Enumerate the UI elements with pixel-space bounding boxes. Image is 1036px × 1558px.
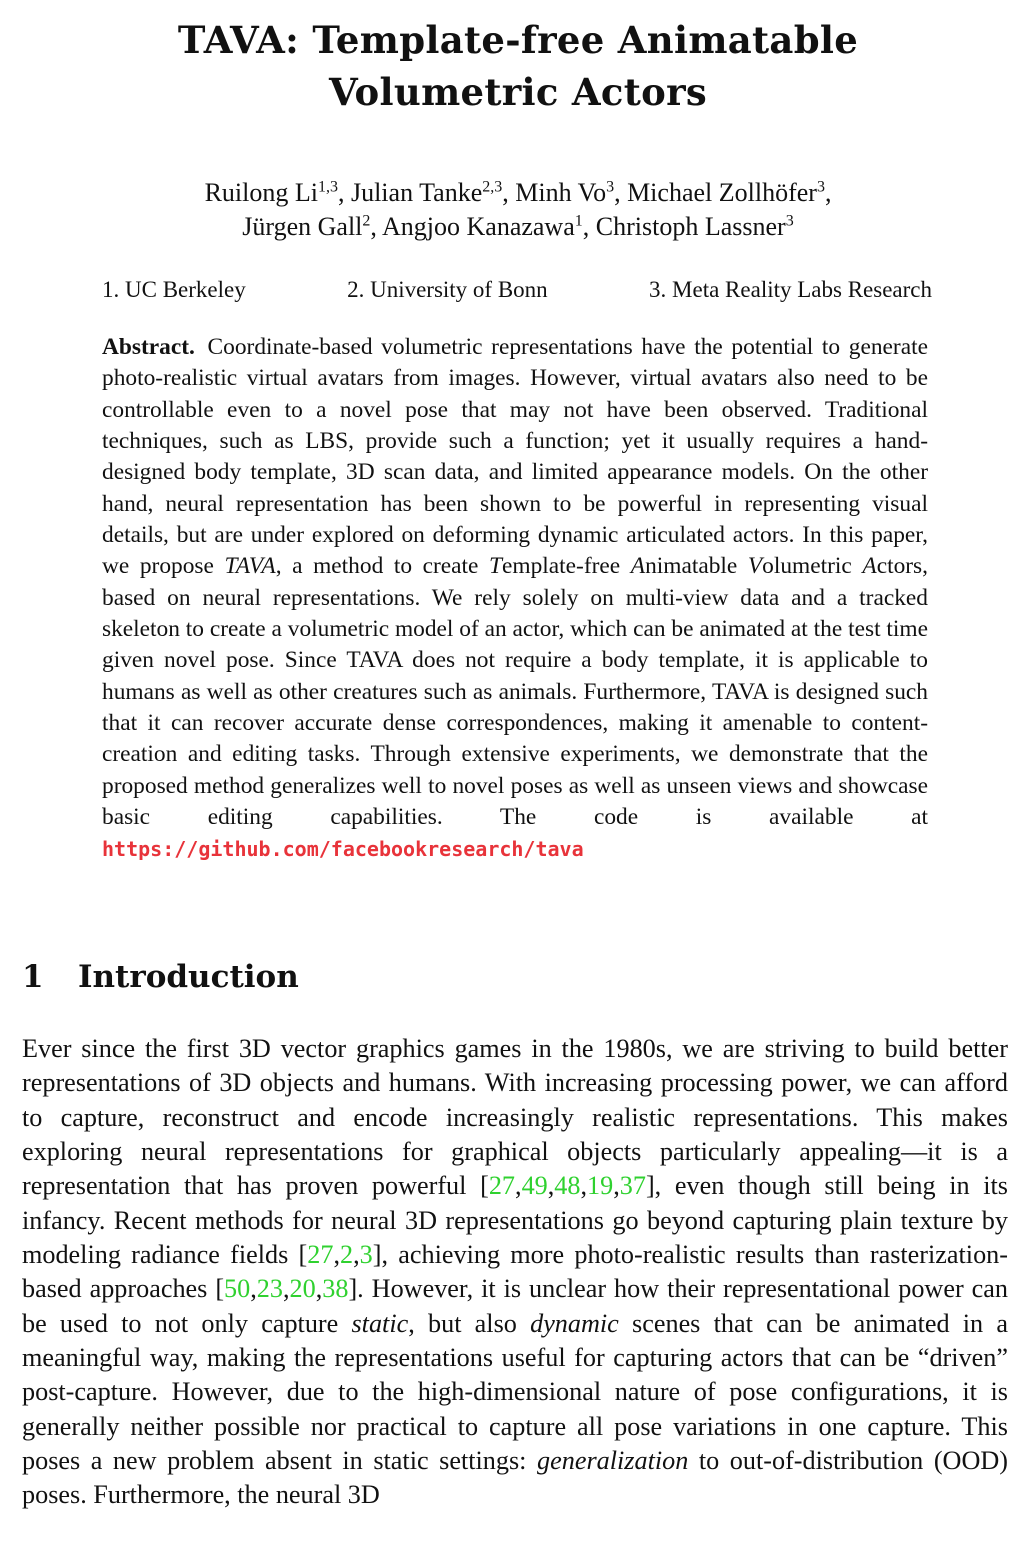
- citation-link[interactable]: 48: [554, 1171, 581, 1201]
- abstract-label: Abstract.: [102, 334, 195, 360]
- author: Michael Zollhöfer$^3$,: [627, 178, 832, 207]
- citation-link[interactable]: 50: [224, 1274, 251, 1304]
- abstract: Abstract. Coordinate-based volumetric representations have the potential to generate photo-realistic virtual avatars from images. However, virtual avatars also need to be controllable even to a novel pose that may not have been observed. Traditional techniques, such as LBS, provide such a function; yet it usually requires a hand-designed body template, 3D scan data, and limited appearance models. On the other hand, neural representation has been shown to be powerful in representing visual details, but are under explored on deforming dynamic articulated actors. In this paper, we propose TAVA, a method to create Template-free Animatable Volumetric Actors, based on neural representations. We rely solely on multi-view data and a tracked skeleton to create a volumetric model of an actor, which can be animated at the test time given novel pose. Since TAVA does not require a body template, it is applicable to humans as well as other creatures such as animals. Furthermore, TAVA is designed such that it can recover accurate dense correspondences, making it amenable to content-creation and editing tasks. Through extensive experiments, we demonstrate that the proposed method generalizes well to novel poses as well as unseen views and showcase basic editing capabilities. The code is available at https://github.com/facebookresearch/tava: [102, 334, 929, 861]
- citation-link[interactable]: 19: [587, 1171, 614, 1201]
- citation-link[interactable]: 3: [359, 1239, 373, 1269]
- author: Christoph Lassner$^3$: [595, 212, 794, 241]
- affiliation: 3. Meta Reality Labs Research: [649, 277, 932, 302]
- title-line-1: TAVA: Template-free Animatable: [177, 18, 859, 62]
- author: Ruilong Li$^{1,3}$,: [204, 178, 351, 207]
- code-link[interactable]: https://github.com/facebookresearch/tava: [102, 836, 584, 861]
- author-list: [0, 176, 1036, 244]
- citation-link[interactable]: 23: [256, 1274, 283, 1304]
- citation-link[interactable]: 20: [289, 1274, 316, 1304]
- introduction-paragraph: Ever since the first 3D vector graphics games in the 1980s, we are striving to build better representations of 3D objects and humans. With increasing processing power, we can afford to capture, reconstruct and encode increasingly realistic representations. This makes exploring neural representations for graphical objects particularly appealing—it is a representation that has proven powerful [27,49,48,19,37], even though still being in its infancy. Recent methods for neural 3D representations go beyond capturing plain texture by modeling radiance fields [27,2,3], achieving more photo-realistic results than rasterization-based approaches [50,23,20,38]. However, it is unclear how their representational power can be used to not only capture static, but also dynamic scenes that can be animated in a meaningful way, making the representations useful for capturing actors that can be “driven” post-capture. However, due to the high-dimensional nature of pose configurations, it is generally neither possible nor practical to capture all pose variations in one capture. This poses a new problem absent in static settings: generalization to out-of-distribution (OOD) poses. Furthermore, the neural 3D: [22, 1034, 1009, 1510]
- section-title: Introduction: [78, 959, 299, 995]
- affiliation: 1. UC Berkeley: [102, 277, 246, 302]
- author: Angjoo Kanazawa$^1$,: [382, 212, 596, 241]
- author: Minh Vo$^3$,: [515, 178, 628, 207]
- citation-link[interactable]: 37: [619, 1171, 646, 1201]
- section-heading: [22, 955, 922, 999]
- affiliation: 2. University of Bonn: [347, 277, 548, 302]
- paper-title: [0, 14, 1036, 118]
- citation-link[interactable]: 27: [488, 1171, 516, 1201]
- citation-link[interactable]: 2: [340, 1239, 354, 1269]
- author-line-2: [0, 210, 1036, 244]
- section-number: 1: [22, 959, 44, 995]
- author: Julian Tanke$^{2,3}$,: [350, 178, 516, 207]
- author: Jürgen Gall$^2$,: [242, 212, 382, 241]
- citation-link[interactable]: 27: [307, 1239, 334, 1269]
- affiliations: [102, 275, 932, 305]
- citation-link[interactable]: 38: [322, 1274, 349, 1304]
- title-line-2: Volumetric Actors: [328, 70, 708, 114]
- citation-link[interactable]: 49: [521, 1171, 548, 1201]
- author-line-1: [0, 176, 1036, 210]
